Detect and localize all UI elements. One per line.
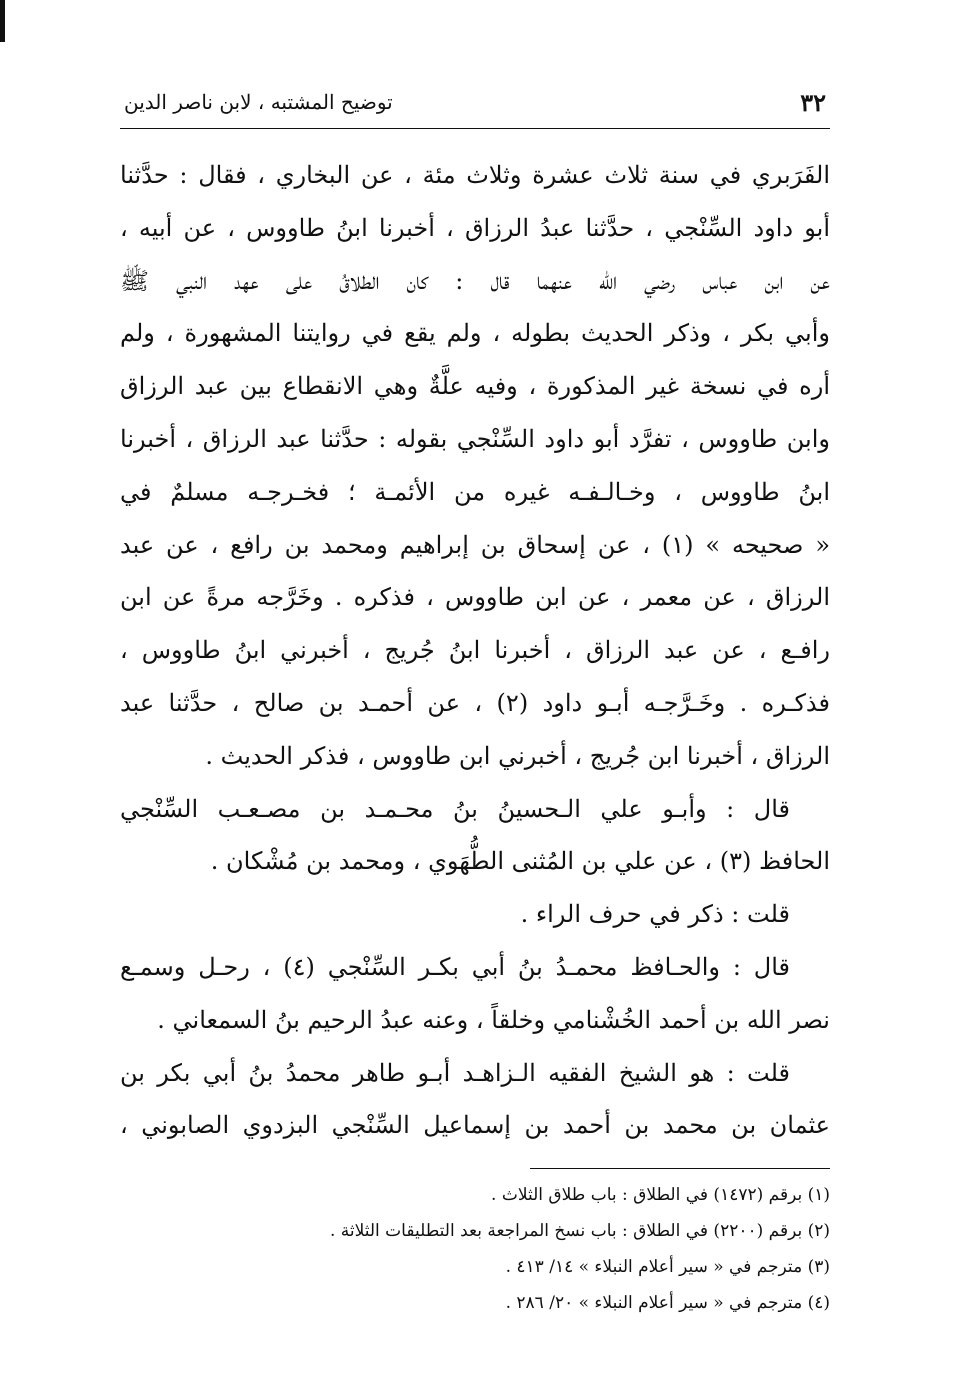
body-line: قلت : هو الشيخ الفقيه الـزاهـد أبـو طاهر محمدُ بنُ أبي بكر بن [120,1058,790,1087]
body-line: الحافظ (٣) ، عن علي بن المُثنى الطُّهَوي ، ومحمد بن مُشْكان . [210,847,830,876]
body-line: فذكـره . وخَـرَّجـه أبـو داود (٢) ، عن أحمـد بن صالح ، حدَّثنا عبد [120,688,830,717]
body-line: قال : وأبـو علي الـحسينُ بنُ محـمـد بن مصـعـب السِّنْجي [120,794,790,823]
body-line: « صحيحه » (١) ، عن إسحاق بن إبراهيم ومحمد بن رافع ، عن عبد [120,530,830,559]
footnote: (٣) مترجم في « سير أعلام النبلاء » ١٤/ ٤١٣ . [505,1257,830,1278]
body-line: أبو داود السِّنْجي ، حدَّثنا عبدُ الرزاق ، أخبرنا ابنُ طاووس ، عن أبيه ، [120,213,830,242]
body-line: ابنُ طاووس ، وخـالـفـه غيره من الأئمـة ؛ فخـرجـه مسلمٌ في [120,477,830,506]
footnotes [120,1177,830,1321]
footnote: (٤) مترجم في « سير أعلام النبلاء » ٢٠/ ٢٨٦ . [505,1293,830,1314]
footnote: (٢) برقم (٢٢٠٠) في الطلاق : باب نسخ المراجعة بعد التطليقات الثلاثة . [329,1221,830,1242]
body-line: وأبي بكر ، وذكر الحديث بطوله ، ولم يقع في روايتنا المشهورة ، ولم [120,319,830,348]
body-line: الرزاق ، عن معمر ، عن ابن طاووس ، فذكره . وخَرَّجه مرةً عن ابن [120,583,830,612]
footnote: (١) برقم (١٤٧٢) في الطلاق : باب طلاق الثلاث . [491,1185,830,1206]
footnote-divider [530,1168,830,1169]
page-number: ٣٢ [800,88,826,117]
body-text [120,149,830,1152]
running-title: توضيح المشتبه ، لابن ناصر الدين [124,90,393,114]
body-line: عثمان بن محمد بن أحمد بن إسماعيل السِّنْجي البزدوي الصابوني ، [120,1111,830,1140]
body-line: وابن طاووس ، تفرَّد أبو داود السِّنْجي بقوله : حدَّثنا عبد الرزاق ، أخبرنا [120,424,830,453]
body-line: الرزاق ، أخبرنا ابن جُريج ، أخبرني ابن طاووس ، فذكر الحديث . [205,741,830,770]
scan-edge-mark [0,0,5,42]
body-line: رافـع ، عن عبد الرزاق ، أخبرنا ابنُ جُريج ، أخبرني ابنُ طاووس ، [120,636,830,665]
body-line: قلت : ذكر في حرف الراء . [520,900,790,929]
body-line: نصر الله بن أحمد الخُشْنامي وخلقاً ، وعنه عبدُ الرحيم بنُ السمعاني . [157,1005,830,1034]
body-line: عن ابن عباس رضي الله عنهما قال : كان الطلاقُ على عهد النبي ﷺ [120,266,830,295]
body-line: قال : والحـافظ محمـدُ بنُ أبي بكـر السِّنْجي (٤) ، رحـل وسمـع [120,952,790,981]
book-page [120,80,830,1320]
body-line: أره في نسخة غير المذكورة ، وفيه علَّةٌ وهي الانقطاع بين عبد الرزاق [120,372,830,401]
page-header [120,80,830,129]
body-line: الفَرَبري في سنة ثلاث عشرة وثلاث مئة ، عن البخاري ، فقال : حدَّثنا [120,161,830,189]
